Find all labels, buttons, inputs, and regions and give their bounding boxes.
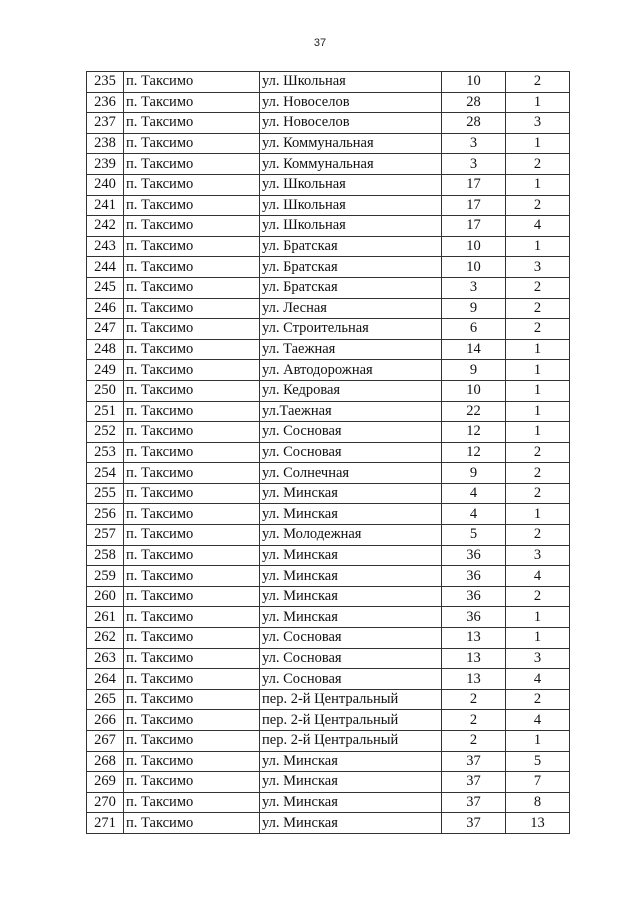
table-row xyxy=(87,772,570,793)
row-number-cell: 241 xyxy=(87,195,124,216)
settlement-cell: п. Таксимо xyxy=(124,216,260,237)
apartment-number-cell: 3 xyxy=(506,113,570,134)
apartment-number-cell: 1 xyxy=(506,92,570,113)
apartment-number-cell: 1 xyxy=(506,339,570,360)
apartment-number-cell: 1 xyxy=(506,607,570,628)
apartment-number-cell: 4 xyxy=(506,216,570,237)
street-cell: ул. Братская xyxy=(260,236,442,257)
apartment-number-cell: 1 xyxy=(506,628,570,649)
table-row xyxy=(87,607,570,628)
apartment-number-cell: 2 xyxy=(506,586,570,607)
settlement-cell: п. Таксимо xyxy=(124,710,260,731)
row-number-cell: 247 xyxy=(87,319,124,340)
table-row xyxy=(87,298,570,319)
street-cell: ул.Таежная xyxy=(260,401,442,422)
street-cell: ул. Автодорожная xyxy=(260,360,442,381)
settlement-cell: п. Таксимо xyxy=(124,113,260,134)
settlement-cell: п. Таксимо xyxy=(124,442,260,463)
table-row xyxy=(87,401,570,422)
table-row xyxy=(87,710,570,731)
table-row xyxy=(87,339,570,360)
table-row xyxy=(87,113,570,134)
house-number-cell: 9 xyxy=(442,360,506,381)
apartment-number-cell: 2 xyxy=(506,483,570,504)
settlement-cell: п. Таксимо xyxy=(124,277,260,298)
house-number-cell: 12 xyxy=(442,422,506,443)
settlement-cell: п. Таксимо xyxy=(124,360,260,381)
table-row xyxy=(87,133,570,154)
apartment-number-cell: 7 xyxy=(506,772,570,793)
row-number-cell: 243 xyxy=(87,236,124,257)
street-cell: ул. Школьная xyxy=(260,72,442,93)
house-number-cell: 13 xyxy=(442,628,506,649)
table-row xyxy=(87,525,570,546)
row-number-cell: 259 xyxy=(87,566,124,587)
settlement-cell: п. Таксимо xyxy=(124,257,260,278)
house-number-cell: 28 xyxy=(442,113,506,134)
house-number-cell: 13 xyxy=(442,648,506,669)
settlement-cell: п. Таксимо xyxy=(124,339,260,360)
table-row xyxy=(87,792,570,813)
table-row xyxy=(87,380,570,401)
house-number-cell: 14 xyxy=(442,339,506,360)
street-cell: ул. Минская xyxy=(260,566,442,587)
apartment-number-cell: 2 xyxy=(506,525,570,546)
table-row xyxy=(87,689,570,710)
row-number-cell: 240 xyxy=(87,174,124,195)
table-row xyxy=(87,257,570,278)
table-row xyxy=(87,277,570,298)
row-number-cell: 262 xyxy=(87,628,124,649)
table-row xyxy=(87,648,570,669)
settlement-cell: п. Таксимо xyxy=(124,689,260,710)
house-number-cell: 3 xyxy=(442,133,506,154)
row-number-cell: 246 xyxy=(87,298,124,319)
settlement-cell: п. Таксимо xyxy=(124,319,260,340)
table-row xyxy=(87,463,570,484)
house-number-cell: 3 xyxy=(442,154,506,175)
row-number-cell: 263 xyxy=(87,648,124,669)
street-cell: ул. Минская xyxy=(260,483,442,504)
table-row xyxy=(87,319,570,340)
settlement-cell: п. Таксимо xyxy=(124,133,260,154)
apartment-number-cell: 5 xyxy=(506,751,570,772)
table-row xyxy=(87,72,570,93)
apartment-number-cell: 1 xyxy=(506,174,570,195)
table-row xyxy=(87,669,570,690)
street-cell: пер. 2-й Центральный xyxy=(260,731,442,752)
row-number-cell: 267 xyxy=(87,731,124,752)
table-row xyxy=(87,751,570,772)
house-number-cell: 10 xyxy=(442,236,506,257)
apartment-number-cell: 2 xyxy=(506,463,570,484)
apartment-number-cell: 2 xyxy=(506,298,570,319)
settlement-cell: п. Таксимо xyxy=(124,92,260,113)
house-number-cell: 2 xyxy=(442,710,506,731)
apartment-number-cell: 2 xyxy=(506,319,570,340)
row-number-cell: 257 xyxy=(87,525,124,546)
street-cell: ул. Минская xyxy=(260,772,442,793)
row-number-cell: 245 xyxy=(87,277,124,298)
row-number-cell: 255 xyxy=(87,483,124,504)
settlement-cell: п. Таксимо xyxy=(124,751,260,772)
street-cell: ул. Братская xyxy=(260,277,442,298)
apartment-number-cell: 1 xyxy=(506,731,570,752)
house-number-cell: 36 xyxy=(442,607,506,628)
settlement-cell: п. Таксимо xyxy=(124,792,260,813)
street-cell: ул. Новоселов xyxy=(260,113,442,134)
table-row xyxy=(87,216,570,237)
street-cell: ул. Братская xyxy=(260,257,442,278)
apartment-number-cell: 4 xyxy=(506,669,570,690)
apartment-number-cell: 3 xyxy=(506,257,570,278)
apartment-number-cell: 1 xyxy=(506,133,570,154)
settlement-cell: п. Таксимо xyxy=(124,401,260,422)
apartment-number-cell: 3 xyxy=(506,648,570,669)
street-cell: ул. Минская xyxy=(260,545,442,566)
settlement-cell: п. Таксимо xyxy=(124,731,260,752)
street-cell: ул. Минская xyxy=(260,586,442,607)
house-number-cell: 3 xyxy=(442,277,506,298)
house-number-cell: 37 xyxy=(442,772,506,793)
settlement-cell: п. Таксимо xyxy=(124,195,260,216)
street-cell: ул. Молодежная xyxy=(260,525,442,546)
table-row xyxy=(87,628,570,649)
street-cell: ул. Минская xyxy=(260,751,442,772)
settlement-cell: п. Таксимо xyxy=(124,422,260,443)
settlement-cell: п. Таксимо xyxy=(124,566,260,587)
street-cell: ул. Минская xyxy=(260,792,442,813)
street-cell: ул. Новоселов xyxy=(260,92,442,113)
table-row xyxy=(87,360,570,381)
table-row xyxy=(87,92,570,113)
apartment-number-cell: 2 xyxy=(506,442,570,463)
apartment-number-cell: 3 xyxy=(506,545,570,566)
house-number-cell: 36 xyxy=(442,566,506,587)
row-number-cell: 264 xyxy=(87,669,124,690)
apartment-number-cell: 13 xyxy=(506,813,570,834)
row-number-cell: 236 xyxy=(87,92,124,113)
table-row xyxy=(87,154,570,175)
house-number-cell: 37 xyxy=(442,792,506,813)
apartment-number-cell: 1 xyxy=(506,380,570,401)
settlement-cell: п. Таксимо xyxy=(124,174,260,195)
settlement-cell: п. Таксимо xyxy=(124,628,260,649)
row-number-cell: 256 xyxy=(87,504,124,525)
house-number-cell: 9 xyxy=(442,463,506,484)
row-number-cell: 237 xyxy=(87,113,124,134)
apartment-number-cell: 1 xyxy=(506,422,570,443)
house-number-cell: 36 xyxy=(442,586,506,607)
row-number-cell: 251 xyxy=(87,401,124,422)
settlement-cell: п. Таксимо xyxy=(124,607,260,628)
row-number-cell: 250 xyxy=(87,380,124,401)
table-row xyxy=(87,236,570,257)
house-number-cell: 6 xyxy=(442,319,506,340)
house-number-cell: 28 xyxy=(442,92,506,113)
apartment-number-cell: 2 xyxy=(506,277,570,298)
table-row xyxy=(87,174,570,195)
apartment-number-cell: 2 xyxy=(506,195,570,216)
street-cell: ул. Коммунальная xyxy=(260,133,442,154)
settlement-cell: п. Таксимо xyxy=(124,504,260,525)
table-row xyxy=(87,483,570,504)
house-number-cell: 13 xyxy=(442,669,506,690)
row-number-cell: 258 xyxy=(87,545,124,566)
row-number-cell: 235 xyxy=(87,72,124,93)
row-number-cell: 239 xyxy=(87,154,124,175)
house-number-cell: 17 xyxy=(442,195,506,216)
row-number-cell: 248 xyxy=(87,339,124,360)
settlement-cell: п. Таксимо xyxy=(124,463,260,484)
table-row xyxy=(87,422,570,443)
house-number-cell: 5 xyxy=(442,525,506,546)
row-number-cell: 242 xyxy=(87,216,124,237)
table-row xyxy=(87,586,570,607)
row-number-cell: 266 xyxy=(87,710,124,731)
apartment-number-cell: 8 xyxy=(506,792,570,813)
street-cell: ул. Сосновая xyxy=(260,422,442,443)
settlement-cell: п. Таксимо xyxy=(124,648,260,669)
street-cell: пер. 2-й Центральный xyxy=(260,689,442,710)
settlement-cell: п. Таксимо xyxy=(124,586,260,607)
settlement-cell: п. Таксимо xyxy=(124,72,260,93)
apartment-number-cell: 1 xyxy=(506,360,570,381)
house-number-cell: 9 xyxy=(442,298,506,319)
settlement-cell: п. Таксимо xyxy=(124,813,260,834)
row-number-cell: 253 xyxy=(87,442,124,463)
apartment-number-cell: 1 xyxy=(506,236,570,257)
street-cell: ул. Таежная xyxy=(260,339,442,360)
row-number-cell: 244 xyxy=(87,257,124,278)
settlement-cell: п. Таксимо xyxy=(124,772,260,793)
row-number-cell: 238 xyxy=(87,133,124,154)
house-number-cell: 10 xyxy=(442,72,506,93)
row-number-cell: 268 xyxy=(87,751,124,772)
settlement-cell: п. Таксимо xyxy=(124,298,260,319)
table-row xyxy=(87,566,570,587)
apartment-number-cell: 2 xyxy=(506,72,570,93)
table-row xyxy=(87,545,570,566)
table-row xyxy=(87,195,570,216)
house-number-cell: 17 xyxy=(442,174,506,195)
street-cell: ул. Школьная xyxy=(260,174,442,195)
row-number-cell: 249 xyxy=(87,360,124,381)
house-number-cell: 37 xyxy=(442,751,506,772)
settlement-cell: п. Таксимо xyxy=(124,236,260,257)
street-cell: ул. Школьная xyxy=(260,195,442,216)
page-number: 37 xyxy=(313,37,327,49)
street-cell: ул. Сосновая xyxy=(260,669,442,690)
house-number-cell: 4 xyxy=(442,504,506,525)
row-number-cell: 269 xyxy=(87,772,124,793)
street-cell: ул. Минская xyxy=(260,504,442,525)
house-number-cell: 10 xyxy=(442,257,506,278)
settlement-cell: п. Таксимо xyxy=(124,525,260,546)
street-cell: ул. Лесная xyxy=(260,298,442,319)
row-number-cell: 260 xyxy=(87,586,124,607)
house-number-cell: 36 xyxy=(442,545,506,566)
address-table xyxy=(86,71,570,834)
apartment-number-cell: 1 xyxy=(506,401,570,422)
street-cell: пер. 2-й Центральный xyxy=(260,710,442,731)
house-number-cell: 22 xyxy=(442,401,506,422)
apartment-number-cell: 2 xyxy=(506,154,570,175)
apartment-number-cell: 1 xyxy=(506,504,570,525)
settlement-cell: п. Таксимо xyxy=(124,483,260,504)
row-number-cell: 252 xyxy=(87,422,124,443)
street-cell: ул. Школьная xyxy=(260,216,442,237)
street-cell: ул. Сосновая xyxy=(260,648,442,669)
row-number-cell: 254 xyxy=(87,463,124,484)
table-row xyxy=(87,731,570,752)
street-cell: ул. Солнечная xyxy=(260,463,442,484)
street-cell: ул. Минская xyxy=(260,813,442,834)
house-number-cell: 17 xyxy=(442,216,506,237)
street-cell: ул. Сосновая xyxy=(260,442,442,463)
apartment-number-cell: 2 xyxy=(506,689,570,710)
table-row xyxy=(87,813,570,834)
street-cell: ул. Коммунальная xyxy=(260,154,442,175)
house-number-cell: 2 xyxy=(442,689,506,710)
table-row xyxy=(87,442,570,463)
settlement-cell: п. Таксимо xyxy=(124,669,260,690)
house-number-cell: 37 xyxy=(442,813,506,834)
street-cell: ул. Кедровая xyxy=(260,380,442,401)
settlement-cell: п. Таксимо xyxy=(124,154,260,175)
house-number-cell: 4 xyxy=(442,483,506,504)
settlement-cell: п. Таксимо xyxy=(124,545,260,566)
apartment-number-cell: 4 xyxy=(506,566,570,587)
settlement-cell: п. Таксимо xyxy=(124,380,260,401)
apartment-number-cell: 4 xyxy=(506,710,570,731)
house-number-cell: 10 xyxy=(442,380,506,401)
table-row xyxy=(87,504,570,525)
row-number-cell: 270 xyxy=(87,792,124,813)
house-number-cell: 12 xyxy=(442,442,506,463)
row-number-cell: 261 xyxy=(87,607,124,628)
row-number-cell: 265 xyxy=(87,689,124,710)
street-cell: ул. Минская xyxy=(260,607,442,628)
row-number-cell: 271 xyxy=(87,813,124,834)
street-cell: ул. Сосновая xyxy=(260,628,442,649)
address-table-body xyxy=(87,72,570,834)
street-cell: ул. Строительная xyxy=(260,319,442,340)
house-number-cell: 2 xyxy=(442,731,506,752)
